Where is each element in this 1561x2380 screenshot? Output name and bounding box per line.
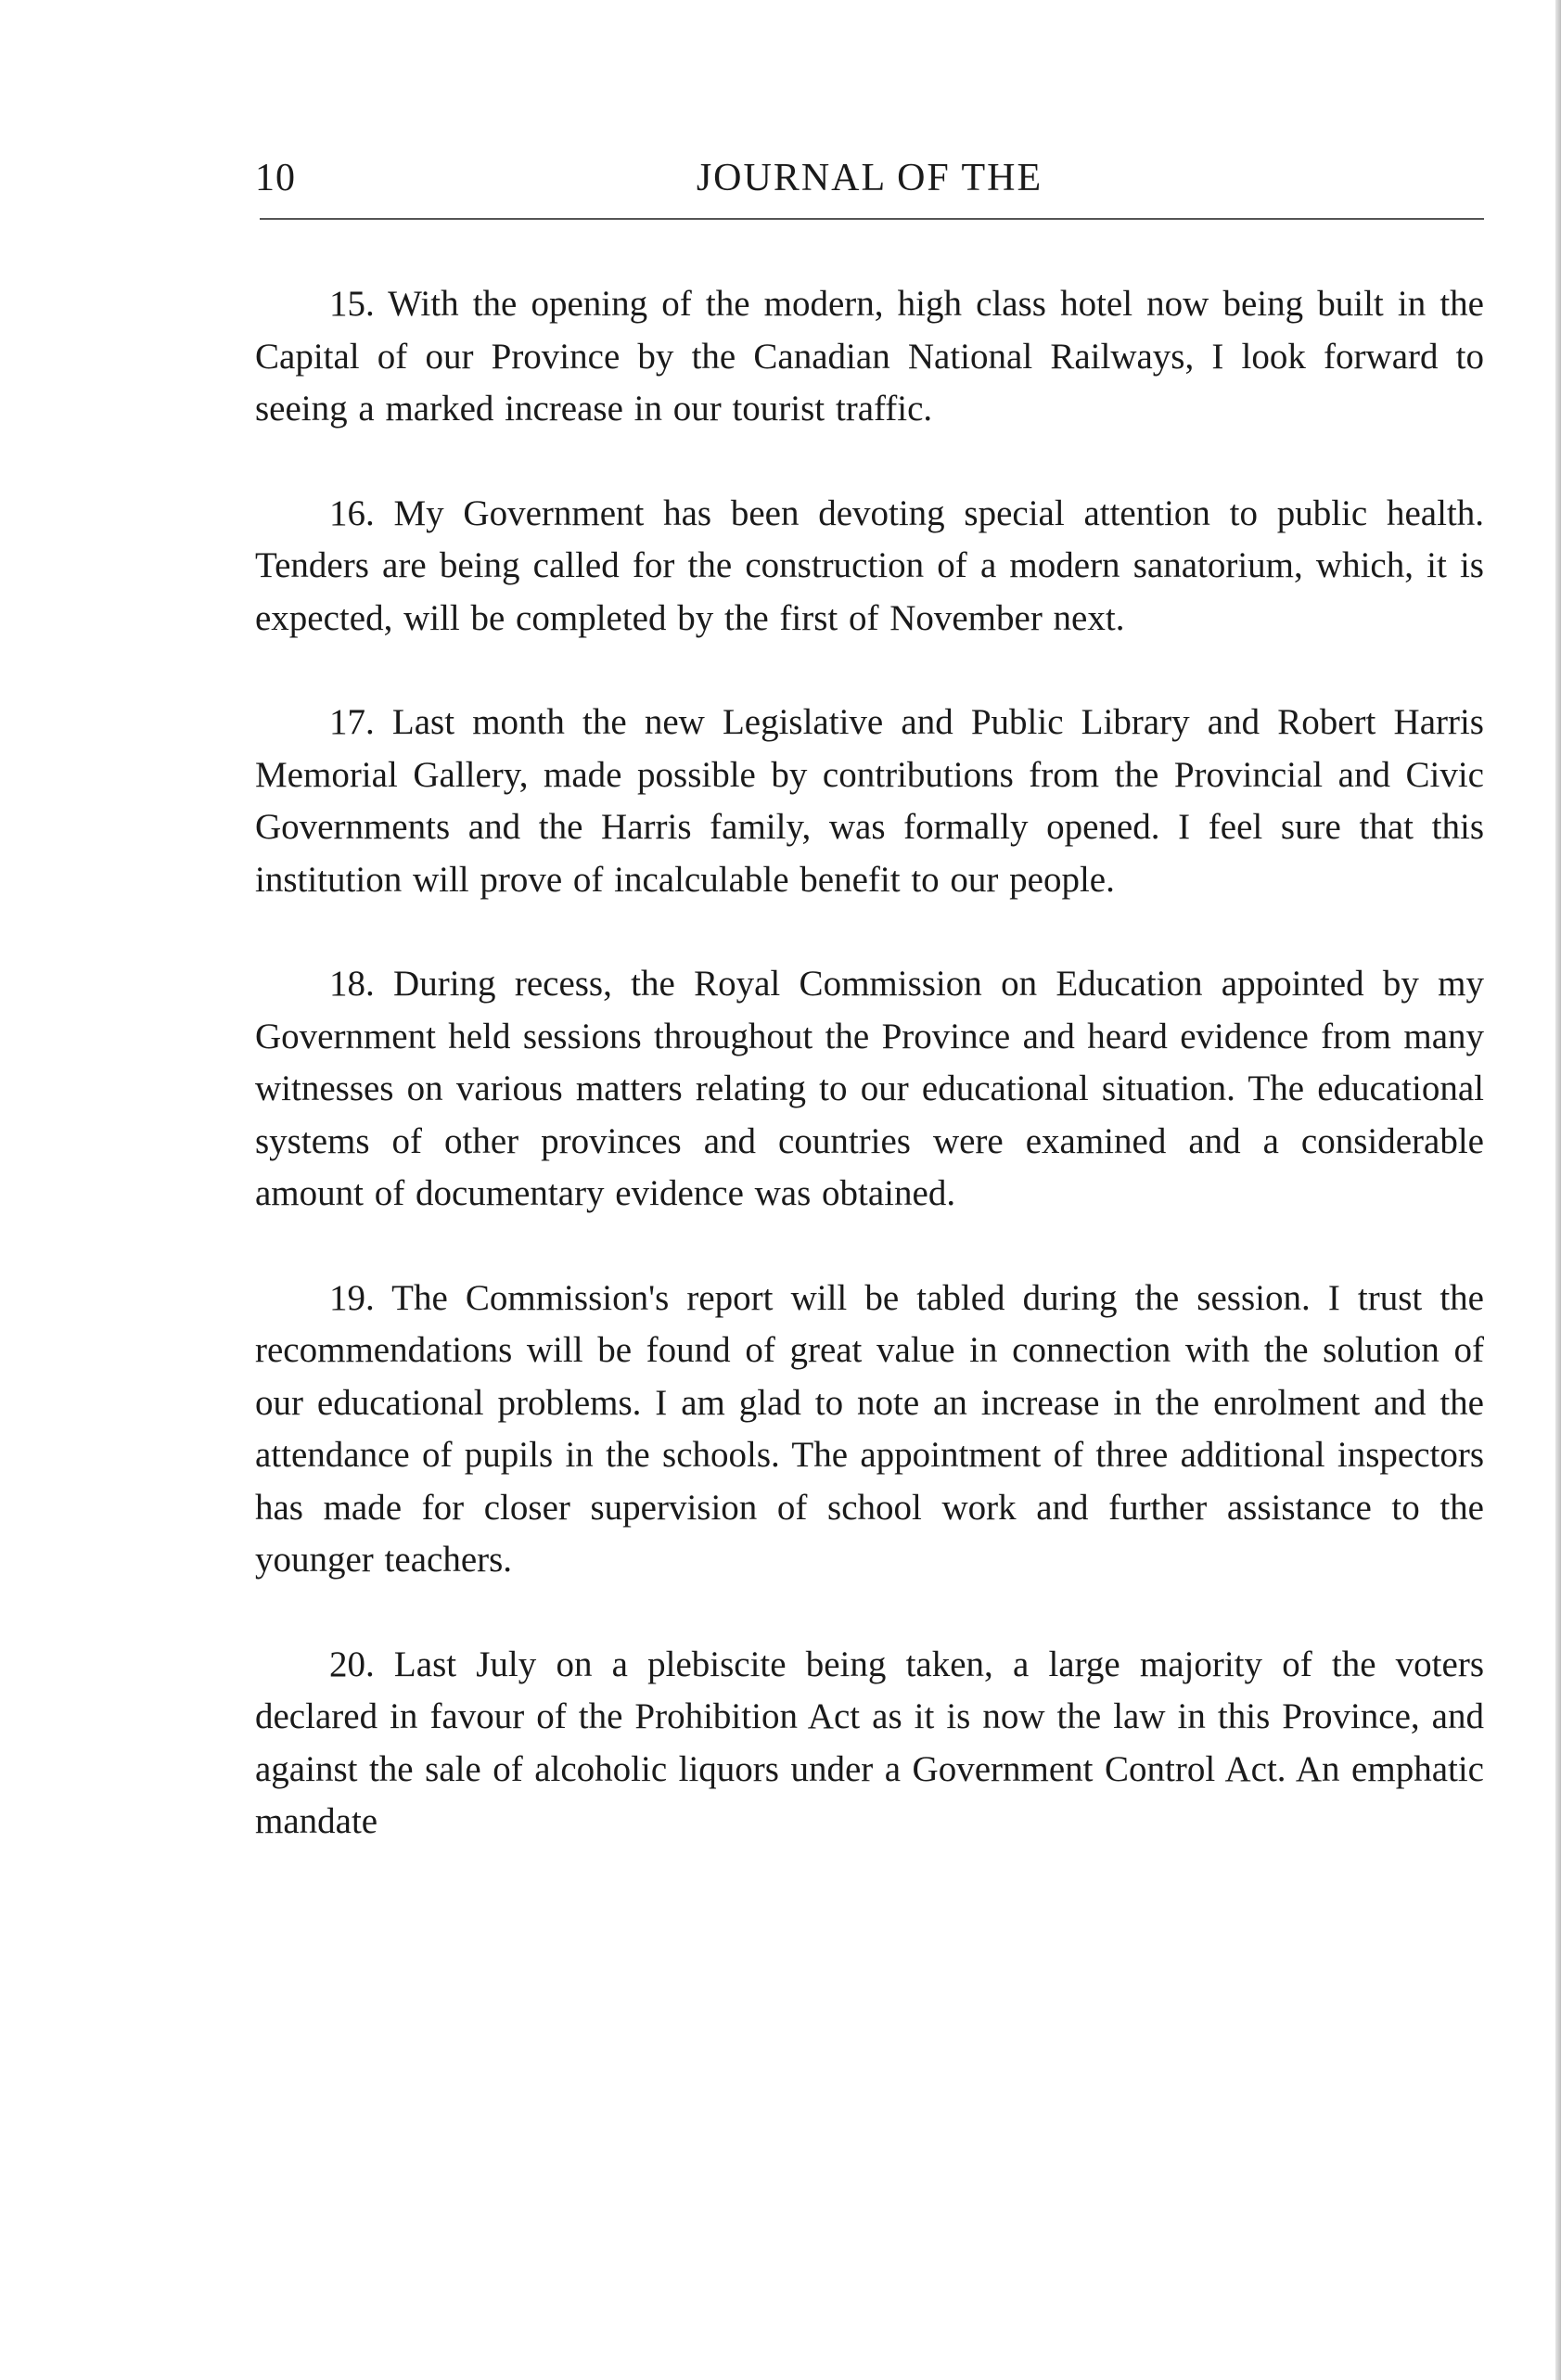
body-text <box>255 278 1484 1900</box>
page-header <box>255 150 1484 215</box>
paragraph-17: 17. Last month the new Legislative and Public Library and Robert Harris Memorial Gallery, made possible by contributions from the Provincial and Civic Governments and the Harris family, was formally opened. I feel sure that this institution will prove of incalculable benefit to our people. <box>255 702 1484 900</box>
paragraph-18: 18. During recess, the Royal Commission on Education appointed by my Government held sessions throughout the Province and heard evidence from many witnesses on various matters relating to our educational situation. The educational systems of other provinces and countries were examined and a considerable amount of documentary evidence was obtained. <box>255 964 1484 1213</box>
scan-edge <box>1555 0 1561 2380</box>
paragraph-16: 16. My Government has been devoting special attention to public health. Tenders are being called for the construction of a modern sanatorium, which, it is expected, will be completed by the first of November next. <box>255 493 1484 638</box>
running-head: JOURNAL OF THE <box>696 157 1043 199</box>
paragraph-15: 15. With the opening of the modern, high class hotel now being built in the Capital of our Province by the Canadian National Railways, I look forward to seeing a marked increase in our tourist traffic. <box>255 284 1484 429</box>
paragraph-19: 19. The Commission's report will be tabled during the session. I trust the recommendations will be found of great value in connection with the solution of our educational problems. I am glad to note an increase in the enrolment and the attendance of pupils in the schools. The appointment of three additional inspectors has made for closer supervision of school work and further assistance to the younger teachers. <box>255 1277 1484 1580</box>
page-number: 10 <box>255 157 296 199</box>
paragraph-20: 20. Last July on a plebiscite being taken, a large majority of the voters declared in favour of the Prohibition Act as it is now the law in this Province, and against the sale of alcoholic liquors under a Government Control Act. An emphatic mandate <box>255 1644 1484 1841</box>
header-rule <box>260 218 1484 220</box>
